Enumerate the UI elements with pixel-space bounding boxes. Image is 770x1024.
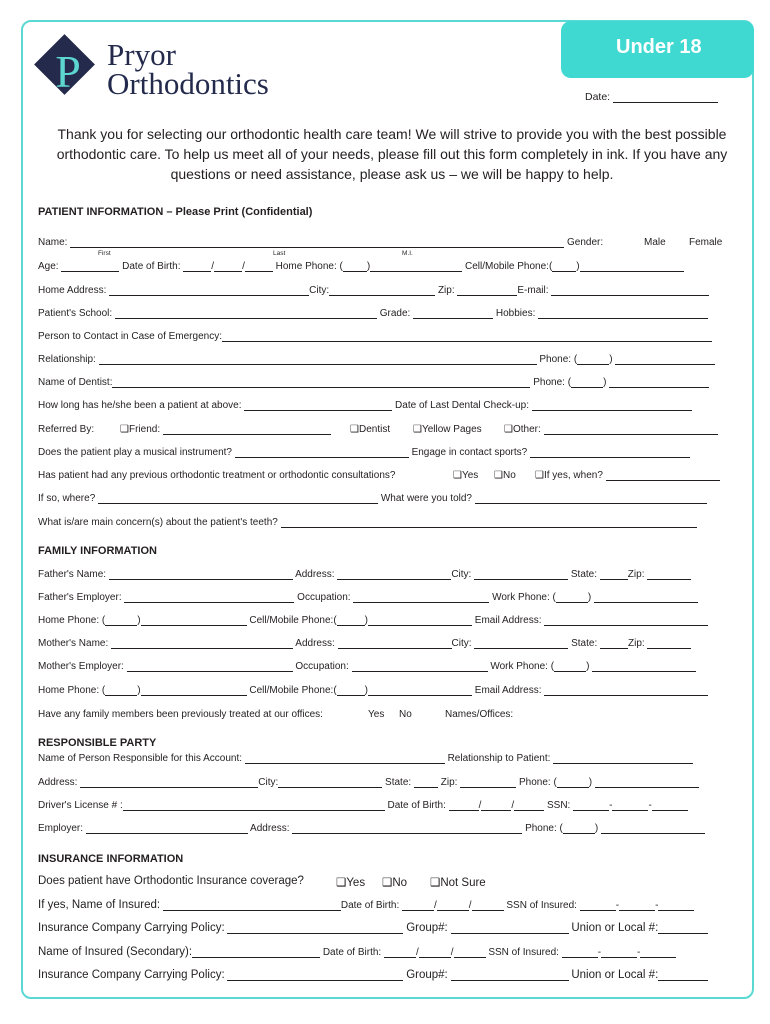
coverage-yes-checkbox[interactable]: ❑Yes bbox=[336, 877, 366, 889]
family-section-title: FAMILY INFORMATION bbox=[38, 545, 157, 557]
responsible-address-row[interactable]: Address: City: State: Zip: Phone: ( ) bbox=[38, 777, 699, 788]
prev-no-checkbox[interactable]: ❑No bbox=[494, 470, 516, 481]
treated-row: Have any family members been previously treated at our offices: bbox=[38, 709, 323, 720]
referred-row: Referred By: bbox=[38, 424, 95, 435]
form-type-tab: Under 18 bbox=[561, 21, 754, 78]
where-row[interactable]: If so, where? What were you told? bbox=[38, 493, 707, 504]
name-row[interactable]: Name: Gender: bbox=[38, 237, 604, 248]
patient-section-title: PATIENT INFORMATION – Please Print (Confidential) bbox=[38, 206, 313, 218]
insured-row[interactable]: If yes, Name of Insured: Date of Birth: / / SSN of Insured: - - bbox=[38, 899, 694, 911]
logo-letter: P bbox=[55, 46, 81, 97]
responsible-person-row[interactable]: Name of Person Responsible for this Account: Relationship to Patient: bbox=[38, 753, 693, 764]
responsible-section-title: RESPONSIBLE PARTY bbox=[38, 737, 157, 749]
employer-row[interactable]: Employer: Address: Phone: ( ) bbox=[38, 823, 705, 834]
names-offices[interactable]: Names/Offices: bbox=[445, 709, 514, 720]
coverage-row: Does patient have Orthodontic Insurance coverage? bbox=[38, 875, 304, 887]
brand-line1: Pryor bbox=[107, 37, 176, 72]
father-phone-row[interactable]: Home Phone: ( ) Cell/Mobile Phone:( ) Email Address: bbox=[38, 615, 708, 626]
other-checkbox[interactable]: ❑Other: bbox=[504, 424, 718, 435]
gender-male[interactable]: Male bbox=[644, 237, 666, 248]
age-row[interactable]: Age: Date of Birth: / / Home Phone: ( ) Cell/Mobile Phone:( ) bbox=[38, 261, 684, 272]
father-name-row[interactable]: Father's Name: Address: City: State: Zip: bbox=[38, 569, 691, 580]
treated-yes[interactable]: Yes bbox=[368, 709, 385, 720]
prev-when-checkbox[interactable]: ❑If yes, when? bbox=[535, 470, 720, 481]
relationship-row[interactable]: Relationship: Phone: ( ) bbox=[38, 354, 715, 365]
concerns-row[interactable]: What is/are main concern(s) about the patient's teeth? bbox=[38, 517, 697, 528]
company-secondary-row[interactable]: Insurance Company Carrying Policy: Group#: Union or Local #: bbox=[38, 969, 708, 981]
prev-yes-checkbox[interactable]: ❑Yes bbox=[453, 470, 479, 481]
secondary-insured-row[interactable]: Name of Insured (Secondary): Date of Birth: / / SSN of Insured: - - bbox=[38, 946, 676, 958]
instrument-row[interactable]: Does the patient play a musical instrument? Engage in contact sports? bbox=[38, 447, 690, 458]
yellow-pages-checkbox[interactable]: ❑Yellow Pages bbox=[413, 424, 482, 435]
intro-text: Thank you for selecting our orthodontic health care team! We will strive to provide you with the best possible orthodontic care. To help us meet all of your needs, please fill out this form completely in ink. If you have any questions or need assistance, please ask us – we will be happy to help. bbox=[56, 126, 728, 182]
gender-female[interactable]: Female bbox=[689, 237, 723, 248]
coverage-no-checkbox[interactable]: ❑No bbox=[382, 877, 408, 889]
mother-employer-row[interactable]: Mother's Employer: Occupation: Work Phone: ( ) bbox=[38, 661, 696, 672]
company-row[interactable]: Insurance Company Carrying Policy: Group#: Union or Local #: bbox=[38, 922, 708, 934]
coverage-not-sure-checkbox[interactable]: ❑Not Sure bbox=[430, 877, 486, 889]
license-row[interactable]: Driver's License # : Date of Birth: / / SSN: - - bbox=[38, 800, 688, 811]
prev-treatment-row: Has patient had any previous orthodontic treatment or orthodontic consultations? bbox=[38, 470, 396, 481]
how-long-row[interactable]: How long has he/she been a patient at above: Date of Last Dental Check-up: bbox=[38, 400, 692, 411]
emergency-row[interactable]: Person to Contact in Case of Emergency: bbox=[38, 331, 712, 342]
friend-checkbox[interactable]: ❑Friend: bbox=[120, 424, 331, 435]
mi-caption: M.I. bbox=[402, 250, 413, 257]
insurance-section-title: INSURANCE INFORMATION bbox=[38, 853, 184, 865]
date-field[interactable]: Date: bbox=[585, 91, 718, 103]
dentist-row[interactable]: Name of Dentist: Phone: ( ) bbox=[38, 377, 709, 388]
treated-no[interactable]: No bbox=[399, 709, 412, 720]
pryor-logo bbox=[37, 37, 337, 107]
dentist-checkbox[interactable]: ❑Dentist bbox=[350, 424, 391, 435]
mother-name-row[interactable]: Mother's Name: Address: City: State: Zip: bbox=[38, 638, 691, 649]
mother-phone-row[interactable]: Home Phone: ( ) Cell/Mobile Phone:( ) Email Address: bbox=[38, 685, 708, 696]
father-employer-row[interactable]: Father's Employer: Occupation: Work Phone: ( ) bbox=[38, 592, 698, 603]
first-caption: First bbox=[98, 250, 111, 257]
last-caption: Last bbox=[273, 250, 286, 257]
brand-line2: Orthodontics bbox=[107, 66, 269, 101]
school-row[interactable]: Patient's School: Grade: Hobbies: bbox=[38, 308, 708, 319]
address-row[interactable]: Home Address: City: Zip: E-mail: bbox=[38, 285, 709, 296]
